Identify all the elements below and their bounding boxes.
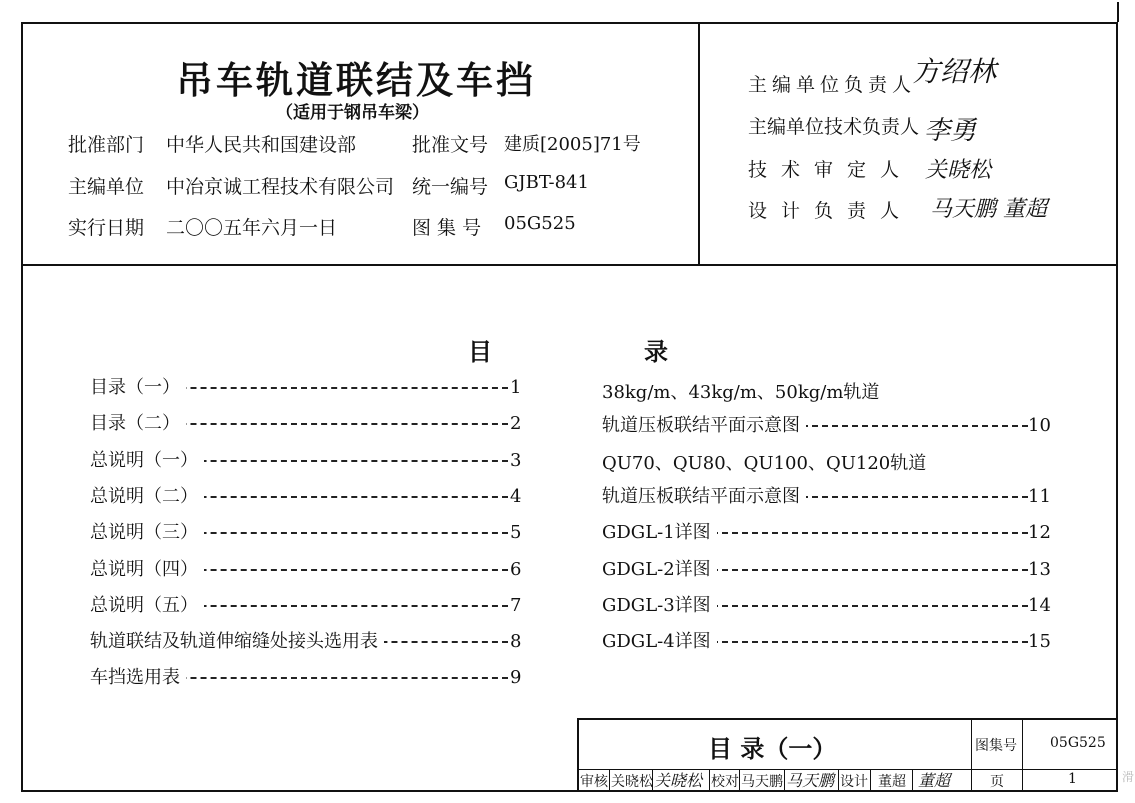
check-label: 校对 — [711, 774, 739, 790]
toc-entry-page: 7 — [510, 593, 521, 619]
frame-mark — [1117, 2, 1119, 22]
toc-entry-title: 总说明（五） — [90, 593, 204, 619]
toc-entry-title: 车挡选用表 — [90, 665, 186, 691]
atlas-no-label: 图 集 号 — [412, 217, 482, 239]
review-label: 审核 — [580, 774, 608, 790]
title-block-cell-divider — [739, 769, 740, 792]
approval-dept-value: 中华人民共和国建设部 — [166, 134, 357, 156]
toc-entry-page: 8 — [510, 629, 521, 655]
toc-entry-title: GDGL-1详图 — [602, 520, 717, 546]
page-label: 页 — [990, 774, 1004, 790]
toc-entry-page: 15 — [1028, 629, 1051, 655]
tech-head-row — [748, 112, 919, 139]
toc-entry-page: 6 — [510, 557, 521, 583]
editor-unit-value: 中冶京诚工程技术有限公司 — [166, 176, 395, 198]
toc-entry-page: 3 — [510, 448, 521, 474]
atlas-value: 05G525 — [1050, 735, 1106, 751]
toc-right-group2-heading: QU70、QU80、QU100、QU120轨道 — [602, 453, 927, 474]
toc-entry-title: 轨道压板联结平面示意图 — [602, 413, 806, 439]
title-block-cell-divider — [784, 769, 785, 792]
toc-entry-page: 12 — [1028, 520, 1051, 546]
atlas-title: 吊车轨道联结及车挡 — [176, 59, 536, 102]
sheet-title: 目 录（一） — [708, 735, 837, 763]
title-block-col-divider — [971, 718, 972, 792]
toc-entry-title: 总说明（二） — [90, 484, 204, 510]
toc-entry-title: GDGL-2详图 — [602, 557, 717, 583]
toc-entry-page: 11 — [1028, 484, 1051, 510]
title-block-cell-divider — [870, 769, 871, 792]
unit-head-label: 主编单位负责人 — [748, 74, 917, 96]
toc-entry-page: 4 — [510, 484, 521, 510]
atlas-subtitle: （适用于钢吊车梁） — [276, 103, 429, 123]
toc-entry-title: 总说明（三） — [90, 520, 204, 546]
toc-entry-title: 目录（一） — [90, 375, 186, 401]
approval-doc-value: 建质[2005]71号 — [504, 134, 641, 155]
unified-no-value: GJBT-841 — [504, 172, 589, 193]
reviewer-row — [748, 155, 913, 182]
toc-entry-page: 5 — [510, 520, 521, 546]
review-name: 关晓松 — [611, 774, 653, 790]
approval-doc-label: 批准文号 — [412, 134, 489, 156]
title-block-cell-divider — [609, 769, 610, 792]
title-block-col-divider — [1022, 718, 1023, 792]
designer-row — [748, 196, 913, 223]
header-divider — [21, 264, 1118, 266]
check-signature: 马天鹏 — [786, 771, 835, 790]
toc-entry-title: 总说明（一） — [90, 448, 204, 474]
toc-entry-title: GDGL-4详图 — [602, 629, 717, 655]
design-label: 设计 — [840, 774, 868, 790]
toc-entry-title: 轨道联结及轨道伸缩缝处接头选用表 — [90, 629, 384, 655]
toc-heading-right: 录 — [644, 338, 668, 366]
toc-entry-title: 目录（二） — [90, 411, 186, 437]
toc-entry-page: 9 — [510, 665, 521, 691]
header-vertical-divider — [698, 22, 700, 265]
design-name: 董超 — [878, 774, 906, 790]
corner-mark: 滑 — [1122, 770, 1135, 784]
toc-entry-title: GDGL-3详图 — [602, 593, 717, 619]
toc-entry-title: 轨道压板联结平面示意图 — [602, 484, 806, 510]
atlas-label: 图集号 — [975, 738, 1017, 754]
unified-no-label: 统一编号 — [412, 176, 489, 198]
effective-date-value: 二〇〇五年六月一日 — [166, 217, 338, 239]
toc-entry-title: 总说明（四） — [90, 557, 204, 583]
title-block-cell-divider — [912, 769, 913, 792]
toc-entry-page: 1 — [510, 375, 521, 401]
check-name: 马天鹏 — [741, 774, 783, 790]
toc-entry-page: 10 — [1028, 413, 1051, 439]
toc-right-group1-heading: 38kg/m、43kg/m、50kg/m轨道 — [602, 382, 880, 403]
page-value: 1 — [1068, 771, 1077, 787]
title-block-cell-divider — [838, 769, 839, 792]
reviewer-label: 技术审定人 — [748, 159, 914, 181]
toc-entry-page: 13 — [1028, 557, 1051, 583]
unit-head-signature: 方绍林 — [912, 55, 997, 88]
reviewer-signature: 关晓松 — [925, 158, 992, 183]
approval-dept-label: 批准部门 — [68, 134, 145, 156]
tech-head-label: 主编单位技术负责人 — [748, 116, 920, 138]
toc-entry-page: 2 — [510, 411, 521, 437]
toc-entry-page: 14 — [1028, 593, 1051, 619]
title-block-cell-divider — [709, 769, 710, 792]
design-signature: 董超 — [918, 771, 951, 790]
designer-label: 设计负责人 — [748, 200, 914, 222]
unit-head-row — [748, 70, 916, 97]
review-signature: 关晓松 — [654, 771, 703, 790]
designer-signature: 马天鹏 董超 — [930, 197, 1047, 222]
tech-head-signature: 李勇 — [924, 116, 977, 146]
toc-heading-left: 目 — [468, 338, 492, 366]
effective-date-label: 实行日期 — [68, 217, 145, 239]
atlas-no-value: 05G525 — [504, 213, 576, 234]
editor-unit-label: 主编单位 — [68, 176, 145, 198]
